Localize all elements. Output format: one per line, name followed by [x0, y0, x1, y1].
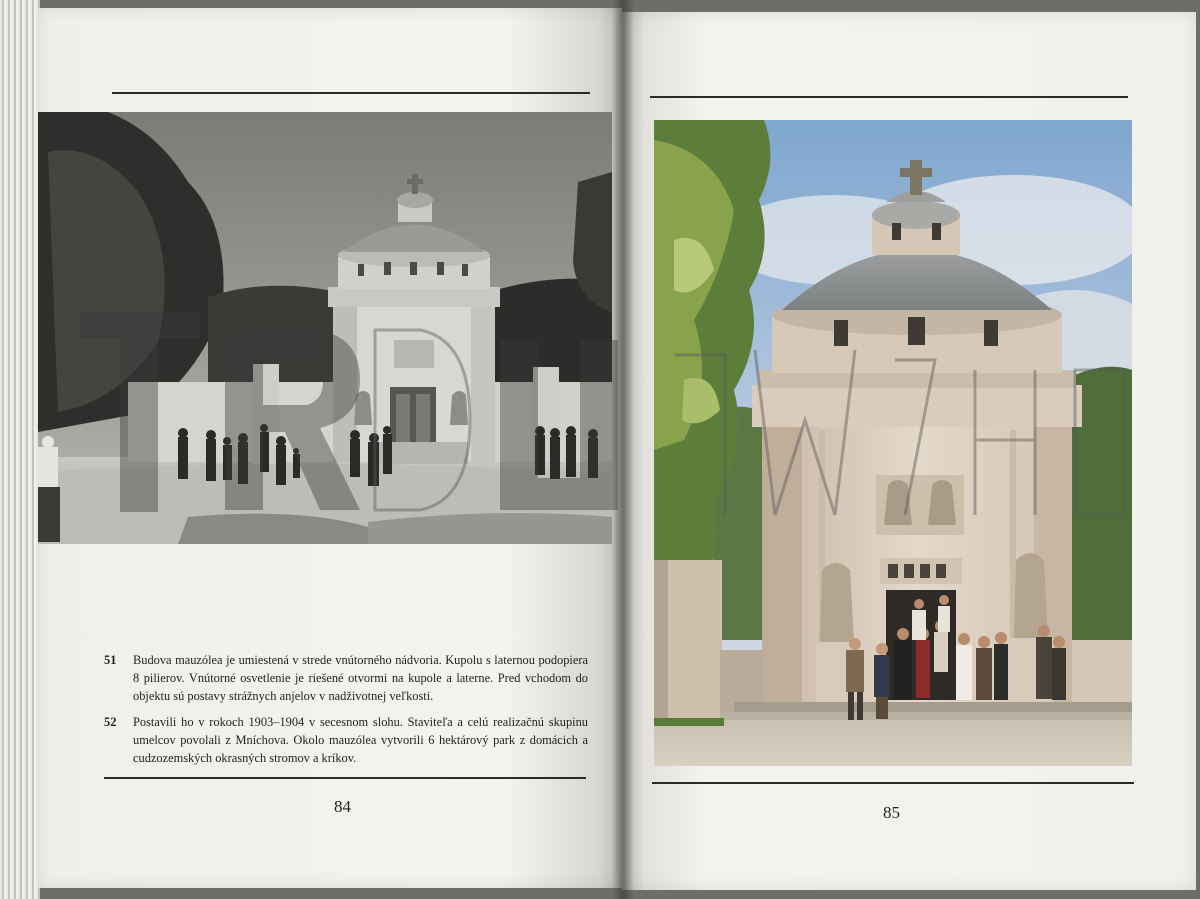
- left-bottom-rule: [104, 777, 586, 779]
- caption-number: 52: [104, 715, 117, 729]
- page-number-right: 85: [883, 803, 900, 822]
- page-number-left: 84: [334, 797, 351, 816]
- mausoleum-photo-bw: [38, 112, 612, 544]
- caption-number: 51: [104, 653, 117, 667]
- mausoleum-photo-color: [654, 120, 1132, 766]
- left-top-rule: [112, 92, 590, 94]
- caption-text: Budova mauzólea je umiestená v strede vnútorného nádvoria. Kupolu s laternou podopiera 8 pilierov. Vnútorné osvetlenie je riešené otvormi na kupole a laterne. Pred vchodom do objektu sú postavy strážnych anjelov v nadživotnej veľkosti.: [133, 653, 588, 704]
- stacked-page-edges: [0, 0, 40, 899]
- caption-52: [104, 713, 588, 768]
- book-gutter: [612, 0, 634, 899]
- caption-51: [104, 651, 588, 706]
- right-bottom-rule: [652, 782, 1134, 784]
- caption-text: Postavili ho v rokoch 1903–1904 v secesnom slohu. Staviteľa a celú realizačnú skupinu umelcov povolali z Mníchova. Okolo mauzólea vytvorili 6 hektárový park z domácich a cudzozemských okrasných stromov a kríkov.: [133, 715, 588, 766]
- right-top-rule: [650, 96, 1128, 98]
